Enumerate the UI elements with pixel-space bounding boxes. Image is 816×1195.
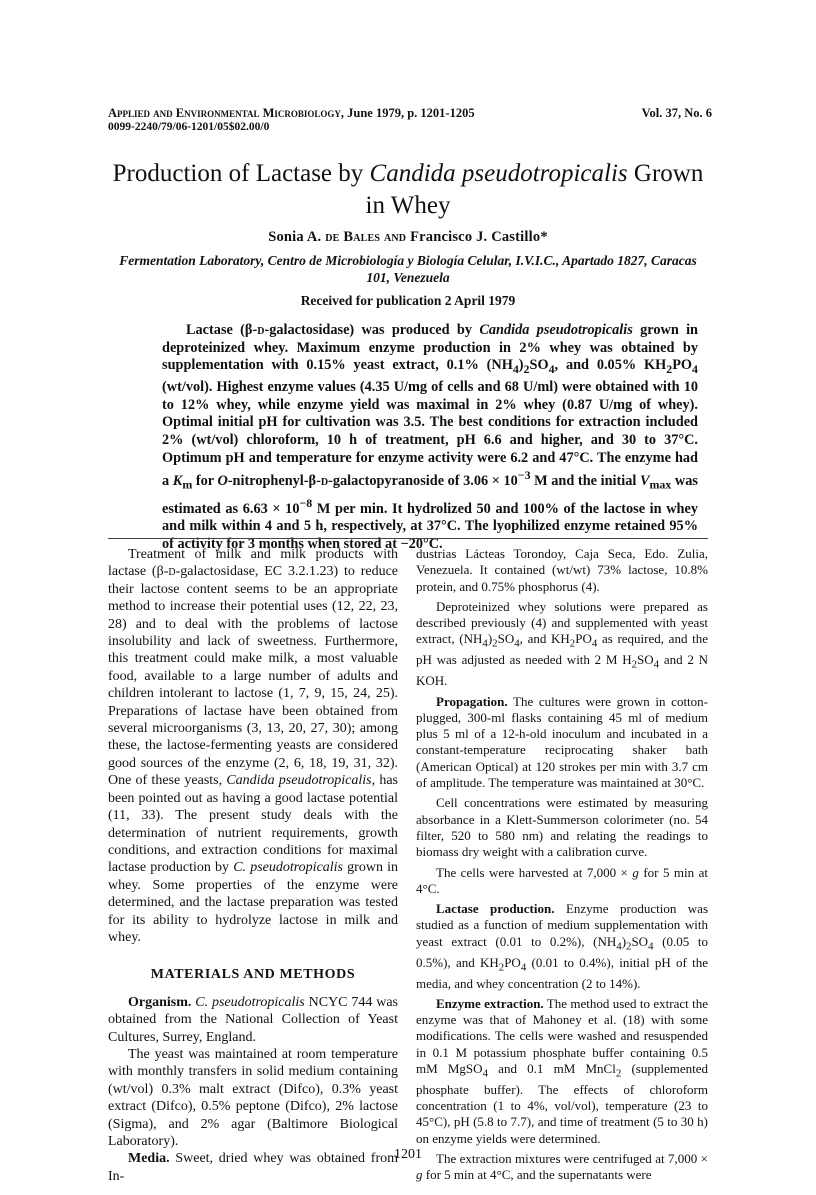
author-list: [108, 229, 708, 246]
deproteinized-paragraph: Deproteinized whey solutions were prepared as described previously (4) and supplemented with yeast extract, $(NH_4)_2SO_4$, and $KH_2PO_4$ as required, and the pH was adjusted as needed with 2 M $H_2SO_4$ and 2 N KOH.: [416, 598, 709, 689]
centrifugation-paragraph: The extraction mixtures were centrifuged at 7,000 × g for 5 min at 4°C, and the supernatants were: [416, 1151, 708, 1183]
organism-paragraph: Organism. C. pseudotropicalis NCYC 744 was obtained from the National Collection of Yeast Cultures, Surrey, England.: [108, 994, 399, 1045]
media-paragraph: Media. Sweet, dried whey was obtained from In-: [108, 1151, 398, 1184]
abstract: Lactase (β-d-galactosidase) was produced by Candida pseudotropicalis grown in deproteinized whey. Maximum enzyme production in 2% whey was obtained by supplementation with 0.15% yeast extract, 0.1% $(NH_4)_2SO_4$, and 0.05% $KH_2PO_4$ (wt/vol). Highest enzyme values (4.35 U/mg of cells and 68 U/ml) were obtained with 10 to 12% whey, while enzyme yield was maximal in 2% whey (0.87 U/mg of whey). Optimal initial pH for cultivation was 3.5. The best conditions for extraction included 2% (wt/vol) chloroform, 10 h of treatment, pH 6.6 and higher, and 30 to 37°C. Optimum pH and temperature for enzyme activity were 6.2 and 47°C. The enzyme had a $K_m$ for O-nitrophenyl-β-d-galactopyranoside of $3.06 \times 10^{-3}$ M and the initial $V_{max}$ was estimated as $6.63 \times 10^{-8}$ M per min. It hydrolized 50 and 100% of the lactose in whey and milk within 4 and 5 h, respectively, at 37°C. The lyophilized enzyme retained 95% of activity for 3 months when stored at −20°C.: [162, 322, 699, 552]
article-title: [100, 158, 716, 222]
page-number: 1201: [394, 1147, 422, 1162]
author-2: Francisco J. Castillo*: [410, 229, 548, 245]
title-species: Candida pseudotropicalis: [369, 160, 628, 187]
received-date: Received for publication 2 April 1979: [300, 293, 516, 308]
introduction-paragraph: Treatment of milk and milk products with lactase (β-d-galactosidase, EC 3.2.1.23) to reduce their lactose content seems to be an appropriate method to increase their potential uses (12, 22, 23, 28) and to deal with the problems of lactose insolubility and lack of sweetness. Furthermore, this treatment could make milk, a most valuable food, available to a large number of adults and children intolerant to lactose (1, 7, 9, 15, 24, 25). Preparations of lactase have been obtained from several microorganisms (3, 13, 20, 27, 30); among these, the lactose-fermenting yeasts are considered good sources of the enzyme (2, 6, 18, 19, 31, 32). One of these yeasts, Candida pseudotropicalis, has been pointed out as having a good lactase potential (11, 33). The present study deals with the determination of nutrient requirements, growth conditions, and extraction conditions for maximal lactase production by C. pseudotropicalis grown in whey. Some properties of the enzyme were determined, and the lactase preparation was tested for its ability to hydrolyze lactose in milk and whey.: [108, 547, 399, 945]
title-part-1: Production of Lactase by: [112, 160, 370, 187]
author-1-last: de Bales: [325, 229, 381, 245]
cell-concentration-paragraph: Cell concentrations were estimated by measuring absorbance in a Klett-Summerson colorimeter (no. 54 filter, 520 to 580 nm) and relating the readings to biomass dry weight with a calibration curve.: [416, 795, 708, 860]
divider: [108, 538, 708, 539]
author-and: and: [380, 229, 411, 245]
title-part-2: Grown in Whey: [365, 160, 704, 219]
journal-date-pages: , June 1979, p. 1201-1205: [340, 106, 475, 120]
harvest-paragraph: The cells were harvested at 7,000 × g for 5 min at 4°C.: [416, 864, 708, 896]
author-1-first: Sonia A.: [268, 229, 326, 245]
enzyme-extraction-paragraph: Enzyme extraction. The method used to extract the enzyme was that of Mahoney et al. (18) with some modifications. The cells were washed and resuspended in 0.1 M potassium phosphate buffer containing 0.5 mM MgSO$_4$ and 0.1 mM MnCl$_2$ (supplemented phosphate buffer). The effects of chloroform concentration (1 to 4%, vol/vol), temperature (23 to 45°C), pH (5.8 to 7.7), and time of treatment (5 to 30 h) on enzyme yields were determined.: [416, 995, 708, 1146]
lactase-production-paragraph: Lactase production. Enzyme production was studied as a function of medium supplementation with yeast extract (0.01 to 0.2%), $(NH_4)_2SO_4$ (0.05 to 0.5%), and $KH_2PO_4$ (0.01 to 0.4%), initial pH of the media, and whey concentration (2 to 14%).: [416, 901, 708, 991]
journal-volume: Vol. 37, No. 6: [641, 106, 712, 120]
whey-paragraph: dustrias Lácteas Torondoy, Caja Seca, Edo. Zulia, Venezuela. It contained (wt/wt) 73% lactose, 10.8% protein, and 0.75% phosphorus (4).: [416, 546, 708, 594]
left-column: [108, 546, 398, 1185]
section-heading: MATERIALS AND METHODS: [150, 967, 356, 983]
journal-citation: [108, 106, 475, 121]
maintenance-paragraph: The yeast was maintained at room temperature with monthly transfers in solid medium containing (wt/vol) 0.3% malt extract (Difco), 0.3% yeast extract (Difco), 0.5% peptone (Difco), 2% lactose (Sigma), and 2% agar (Baltimore Biological Laboratory).: [108, 1046, 398, 1149]
journal-name: Applied and Environmental Microbiology: [108, 106, 341, 120]
propagation-paragraph: Propagation. The cultures were grown in cotton-plugged, 300-ml flasks containing 45 ml of medium plus 5 ml of a 12-h-old inoculum and incubated in a constant-temperature reciprocating shaker bath (American Optical) at 120 strokes per min with 3.7 cm of amplitude. The temperature was maintained at 30°C.: [416, 693, 708, 791]
article-code: 0099-2240/79/06-1201/05$02.00/0: [108, 121, 270, 133]
right-column: [416, 546, 708, 1188]
affiliation: Fermentation Laboratory, Centro de Microbiología y Biología Celular, I.V.I.C., Apartado 1827, Caracas 101, Venezuela: [119, 253, 697, 285]
